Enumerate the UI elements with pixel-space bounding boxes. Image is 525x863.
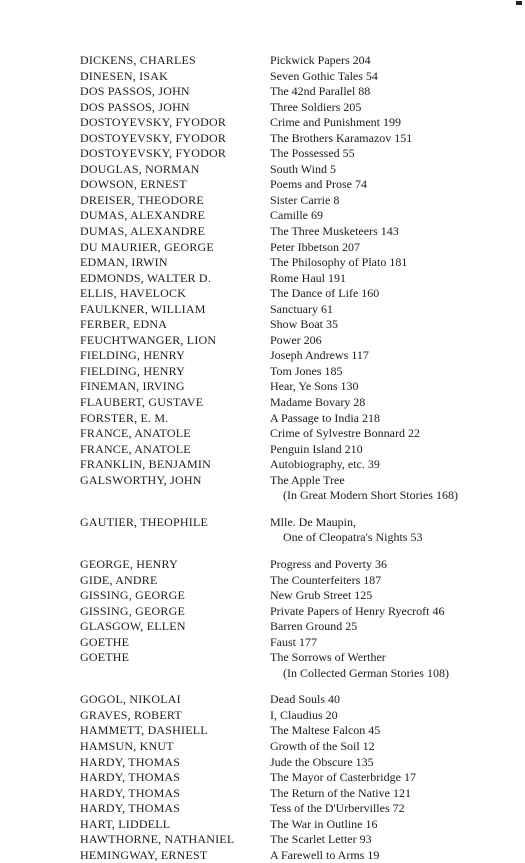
list-item xyxy=(80,177,500,193)
book-title xyxy=(270,177,500,193)
author-name: DOUGLAS, NORMAN xyxy=(80,161,200,176)
book-title xyxy=(270,473,500,504)
list-item xyxy=(80,255,500,271)
list-item xyxy=(80,588,500,604)
list-item xyxy=(80,162,500,178)
author-name: FERBER, EDNA xyxy=(80,317,168,332)
list-item xyxy=(80,208,500,224)
author-name: DOS PASSOS, JOHN xyxy=(80,84,190,99)
book-title-main: Autobiography, etc. 39 xyxy=(270,457,380,472)
book-title xyxy=(270,515,500,546)
book-title xyxy=(270,557,500,573)
list-item xyxy=(80,817,500,833)
book-title-main: Barren Ground 25 xyxy=(270,619,358,634)
author-name: GOGOL, NIKOLAI xyxy=(80,692,181,707)
book-title-main: Progress and Poverty 36 xyxy=(270,556,387,571)
author-name: HARDY, THOMAS xyxy=(80,770,181,785)
list-item xyxy=(80,302,500,318)
book-title-main: The Three Musketeers 143 xyxy=(270,224,399,239)
book-title-main: Growth of the Soil 12 xyxy=(270,738,375,753)
book-title xyxy=(270,650,500,681)
book-title xyxy=(270,786,500,802)
author-name: DINESEN, ISAK xyxy=(80,68,168,83)
book-title-main: Tess of the D'Urbervilles 72 xyxy=(270,801,405,816)
author-name: HAMMETT, DASHIELL xyxy=(80,723,208,738)
list-item xyxy=(80,395,500,411)
book-title-main: A Farewell to Arms 19 xyxy=(270,847,380,862)
book-title xyxy=(270,364,500,380)
author-title-list xyxy=(80,53,500,863)
book-title xyxy=(270,193,500,209)
list-item xyxy=(80,723,500,739)
author-name: GEORGE, HENRY xyxy=(80,556,178,571)
author-name: DOSTOYEVSKY, FYODOR xyxy=(80,115,227,130)
list-item xyxy=(80,770,500,786)
author-name: DOSTOYEVSKY, FYODOR xyxy=(80,130,227,145)
book-title-continuation: (In Collected German Stories 108) xyxy=(283,665,449,680)
book-title xyxy=(270,604,500,620)
corner-ink-mark xyxy=(516,1,522,5)
book-title xyxy=(270,457,500,473)
book-title xyxy=(270,588,500,604)
author-name: DOSTOYEVSKY, FYODOR xyxy=(80,146,227,161)
book-title xyxy=(270,635,500,651)
list-item xyxy=(80,317,500,333)
book-title-main: Rome Haul 191 xyxy=(270,270,346,285)
author-name: GISSING, GEORGE xyxy=(80,603,185,618)
author-name: EDMAN, IRWIN xyxy=(80,255,168,270)
book-title-main: Sanctuary 61 xyxy=(270,301,333,316)
list-item xyxy=(80,635,500,651)
list-item xyxy=(80,573,500,589)
book-title xyxy=(270,755,500,771)
book-title-main: The Maltese Falcon 45 xyxy=(270,723,381,738)
book-title-main: Poems and Prose 74 xyxy=(270,177,367,192)
list-item xyxy=(80,604,500,620)
book-title xyxy=(270,739,500,755)
list-item xyxy=(80,619,500,635)
book-title xyxy=(270,395,500,411)
book-title xyxy=(270,348,500,364)
book-title xyxy=(270,100,500,116)
author-name: FRANCE, ANATOLE xyxy=(80,426,191,441)
book-title xyxy=(270,411,500,427)
list-item xyxy=(80,271,500,287)
book-title xyxy=(270,442,500,458)
book-title-main: The Philosophy of Plato 181 xyxy=(270,255,408,270)
author-name: HAMSUN, KNUT xyxy=(80,738,174,753)
book-title-main: The Sorrows of Werther xyxy=(270,650,386,665)
author-name: GAUTIER, THEOPHILE xyxy=(80,514,209,529)
book-title-main: Faust 177 xyxy=(270,634,318,649)
book-title-main: Three Soldiers 205 xyxy=(270,99,362,114)
list-item xyxy=(80,348,500,364)
author-name: DUMAS, ALEXANDRE xyxy=(80,208,206,223)
list-item xyxy=(80,473,500,504)
author-name: DICKENS, CHARLES xyxy=(80,53,196,67)
list-item xyxy=(80,832,500,848)
book-title-main: Tom Jones 185 xyxy=(270,363,343,378)
book-title-main: The Brothers Karamazov 151 xyxy=(270,130,413,145)
book-title-main: Pickwick Papers 204 xyxy=(270,53,371,67)
book-title xyxy=(270,146,500,162)
book-title-main: Madame Bovary 28 xyxy=(270,395,366,410)
book-title-main: A Passage to India 218 xyxy=(270,410,380,425)
author-name: FLAUBERT, GUSTAVE xyxy=(80,395,204,410)
book-title-continuation: One of Cleopatra's Nights 53 xyxy=(283,530,423,545)
list-item xyxy=(80,286,500,302)
author-name: HEMINGWAY, ERNEST xyxy=(80,847,208,862)
list-item xyxy=(80,333,500,349)
list-item xyxy=(80,53,500,69)
book-title xyxy=(270,848,500,863)
author-name: DUMAS, ALEXANDRE xyxy=(80,224,206,239)
book-title-main: Jude the Obscure 135 xyxy=(270,754,374,769)
book-title-main: Peter Ibbetson 207 xyxy=(270,239,360,254)
book-title-main: I, Claudius 20 xyxy=(270,707,338,722)
book-title-main: The Dance of Life 160 xyxy=(270,286,380,301)
author-name: FEUCHTWANGER, LION xyxy=(80,332,217,347)
list-item xyxy=(80,69,500,85)
author-name: FIELDING, HENRY xyxy=(80,363,185,378)
book-title-main: South Wind 5 xyxy=(270,161,336,176)
list-item xyxy=(80,379,500,395)
book-title-main: The Counterfeiters 187 xyxy=(270,572,382,587)
author-name: DREISER, THEODORE xyxy=(80,192,204,207)
list-item xyxy=(80,442,500,458)
book-title-main: Joseph Andrews 117 xyxy=(270,348,369,363)
author-name: EDMONDS, WALTER D. xyxy=(80,270,211,285)
book-title-main: Show Boat 35 xyxy=(270,317,339,332)
book-title-main: Hear, Ye Sons 130 xyxy=(270,379,359,394)
author-name: GOETHE xyxy=(80,650,130,665)
book-title xyxy=(270,379,500,395)
book-title xyxy=(270,271,500,287)
book-title-main: Power 206 xyxy=(270,332,322,347)
book-title-main: Sister Carrie 8 xyxy=(270,192,340,207)
book-title xyxy=(270,573,500,589)
list-item xyxy=(80,557,500,573)
book-title-main: Dead Souls 40 xyxy=(270,692,340,707)
list-item xyxy=(80,786,500,802)
book-title-main: Seven Gothic Tales 54 xyxy=(270,68,378,83)
list-item xyxy=(80,848,500,863)
book-title-main: Penguin Island 210 xyxy=(270,441,363,456)
book-title xyxy=(270,426,500,442)
author-name: HARDY, THOMAS xyxy=(80,801,181,816)
author-name: FORSTER, E. M. xyxy=(80,410,169,425)
book-title-main: Mlle. De Maupin, xyxy=(270,514,356,529)
book-title xyxy=(270,240,500,256)
book-title-main: The Apple Tree xyxy=(270,472,345,487)
book-title-main: The Mayor of Casterbridge 17 xyxy=(270,770,416,785)
book-title-main: The Scarlet Letter 93 xyxy=(270,832,372,847)
book-title xyxy=(270,224,500,240)
list-item xyxy=(80,115,500,131)
list-item xyxy=(80,131,500,147)
author-name: FRANKLIN, BENJAMIN xyxy=(80,457,211,472)
author-name: GLASGOW, ELLEN xyxy=(80,619,186,634)
list-item xyxy=(80,650,500,681)
book-title xyxy=(270,723,500,739)
book-title xyxy=(270,317,500,333)
author-name: HARDY, THOMAS xyxy=(80,754,181,769)
author-name: DOS PASSOS, JOHN xyxy=(80,99,190,114)
list-item xyxy=(80,146,500,162)
book-title xyxy=(270,801,500,817)
book-title xyxy=(270,131,500,147)
author-name: GISSING, GEORGE xyxy=(80,588,185,603)
book-title xyxy=(270,69,500,85)
list-item xyxy=(80,515,500,546)
list-item xyxy=(80,755,500,771)
author-name: FAULKNER, WILLIAM xyxy=(80,301,206,316)
book-title-main: Crime and Punishment 199 xyxy=(270,115,401,130)
list-item xyxy=(80,411,500,427)
book-title-main: The Return of the Native 121 xyxy=(270,785,411,800)
book-title-continuation: (In Great Modern Short Stories 168) xyxy=(283,488,458,503)
author-name: GRAVES, ROBERT xyxy=(80,707,182,722)
author-name: GIDE, ANDRE xyxy=(80,572,158,587)
book-title xyxy=(270,832,500,848)
list-item xyxy=(80,193,500,209)
list-item xyxy=(80,692,500,708)
book-title xyxy=(270,333,500,349)
list-item xyxy=(80,100,500,116)
author-name: FINEMAN, IRVING xyxy=(80,379,185,394)
book-title xyxy=(270,619,500,635)
list-item xyxy=(80,84,500,100)
book-title xyxy=(270,302,500,318)
book-title xyxy=(270,84,500,100)
book-title xyxy=(270,208,500,224)
book-title-main: The Possessed 55 xyxy=(270,146,355,161)
author-name: HART, LIDDELL xyxy=(80,816,171,831)
list-item xyxy=(80,426,500,442)
book-title xyxy=(270,770,500,786)
book-title xyxy=(270,255,500,271)
list-item xyxy=(80,801,500,817)
book-title xyxy=(270,692,500,708)
book-title-main: The War in Outline 16 xyxy=(270,816,378,831)
author-name: FIELDING, HENRY xyxy=(80,348,185,363)
list-item xyxy=(80,708,500,724)
book-title xyxy=(270,162,500,178)
book-title-main: Camille 69 xyxy=(270,208,323,223)
book-title xyxy=(270,115,500,131)
list-item xyxy=(80,240,500,256)
book-title xyxy=(270,817,500,833)
author-name: DU MAURIER, GEORGE xyxy=(80,239,214,254)
book-title-main: Private Papers of Henry Ryecroft 46 xyxy=(270,603,445,618)
list-item xyxy=(80,739,500,755)
author-name: ELLIS, HAVELOCK xyxy=(80,286,187,301)
book-title-main: The 42nd Parallel 88 xyxy=(270,84,371,99)
author-name: GALSWORTHY, JOHN xyxy=(80,472,202,487)
author-name: DOWSON, ERNEST xyxy=(80,177,187,192)
author-name: HARDY, THOMAS xyxy=(80,785,181,800)
book-title-main: New Grub Street 125 xyxy=(270,588,373,603)
book-title xyxy=(270,286,500,302)
list-item xyxy=(80,364,500,380)
author-name: HAWTHORNE, NATHANIEL xyxy=(80,832,235,847)
book-title xyxy=(270,708,500,724)
list-item xyxy=(80,457,500,473)
list-item xyxy=(80,224,500,240)
book-title-main: Crime of Sylvestre Bonnard 22 xyxy=(270,426,420,441)
author-name: FRANCE, ANATOLE xyxy=(80,441,191,456)
author-name: GOETHE xyxy=(80,634,130,649)
book-title xyxy=(270,53,500,69)
